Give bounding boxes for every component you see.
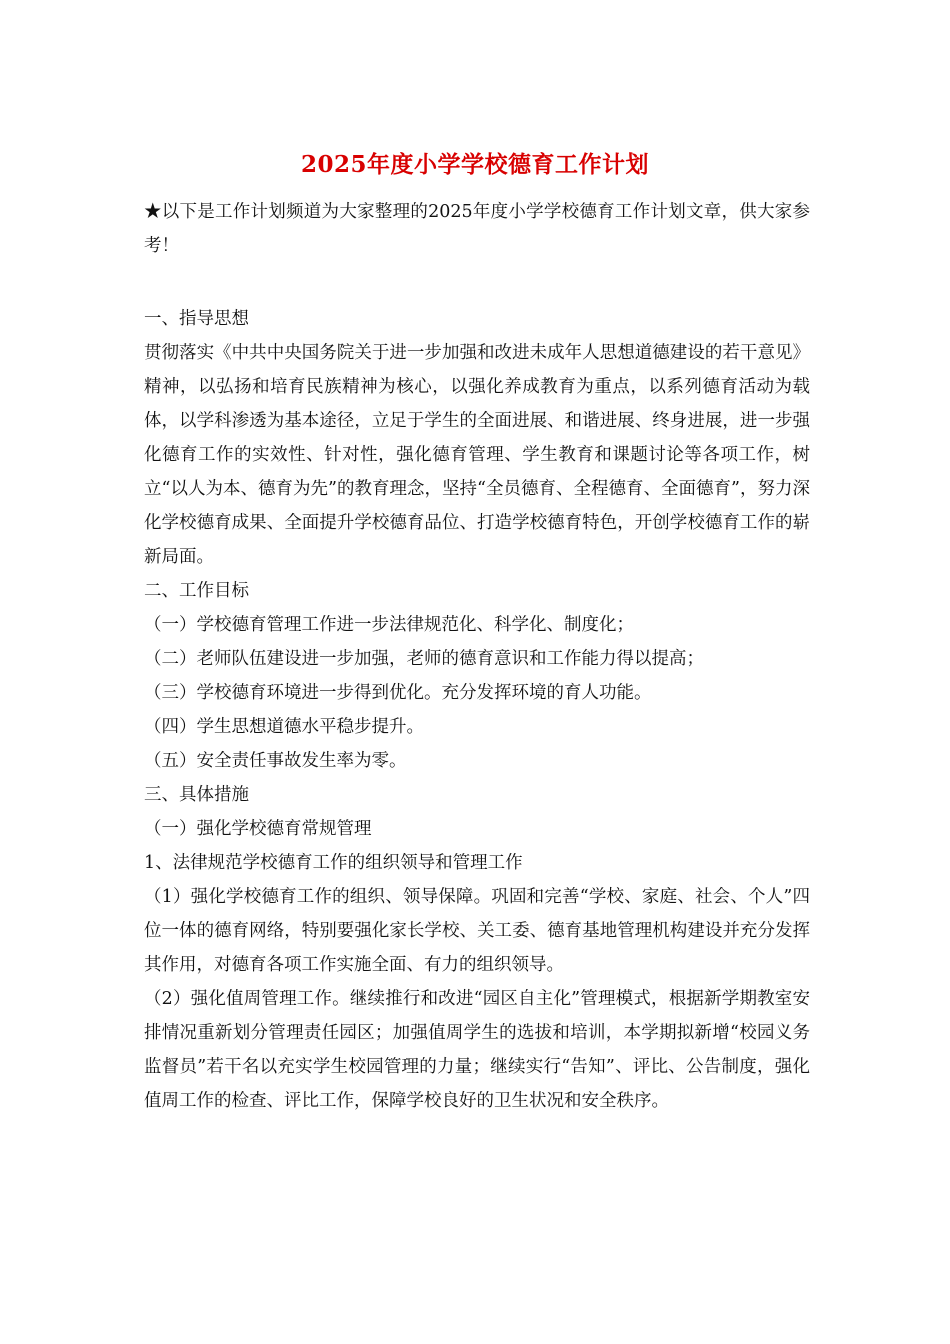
paragraph-measure-2: （2）强化值周管理工作。继续推行和改进“园区自主化”管理模式，根据新学期教室安排情况重新划分管理责任园区；加强值周学生的选拔和培训，本学期拟新增“校园义务监督员”若干名以充实学生校园管理的力量；继续实行“告知”、评比、公告制度，强化值周工作的检查、评比工作，保障学校良好的卫生状况和安全秩序。 [144,989,810,1111]
goal-item-4: （四）学生思想道德水平稳步提升。 [144,717,424,737]
goal-item-1: （一）学校德育管理工作进一步法律规范化、科学化、制度化； [144,615,634,635]
intro-paragraph: ★以下是工作计划频道为大家整理的2025年度小学学校德育工作计划文章，供大家参考！ [144,202,810,256]
goal-item-3: （三）学校德育环境进一步得到优化。充分发挥环境的育人功能。 [144,683,652,703]
document-title: 2025年度小学学校德育工作计划 [300,151,649,178]
section-heading-measures: 三、具体措施 [144,785,249,805]
section-heading-work-goals: 二、工作目标 [144,581,249,601]
paragraph-guiding-thought: 贯彻落实《中共中央国务院关于进一步加强和改进未成年人思想道德建设的若干意见》精神，以弘扬和培育民族精神为核心，以强化养成教育为重点，以系列德育活动为载体，以学科渗透为基本途径，立足于学生的全面进展、和谐进展、终身进展，进一步强化德育工作的实效性、针对性，强化德育管理、学生教育和课题讨论等各项工作，树立“以人为本、德育为先”的教育理念，坚持“全员德育、全程德育、全面德育”，努力深化学校德育成果、全面提升学校德育品位、打造学校德育特色，开创学校德育工作的崭新局面。 [144,343,810,567]
goal-item-5: （五）安全责任事故发生率为零。 [144,751,407,771]
subsection-heading-routine-management: （一）强化学校德育常规管理 [144,819,372,839]
intro-block [144,195,810,263]
subsection-heading-organization: 1、法律规范学校德育工作的组织领导和管理工作 [144,853,523,873]
document-body [144,302,810,1118]
paragraph-measure-1: （1）强化学校德育工作的组织、领导保障。巩固和完善“学校、家庭、社会、个人”四位一体的德育网络，特别要强化家长学校、关工委、德育基地管理机构建设并充分发挥其作用，对德育各项工作实施全面、有力的组织领导。 [144,887,810,975]
goal-item-2: （二）老师队伍建设进一步加强，老师的德育意识和工作能力得以提高； [144,649,704,669]
section-heading-guiding-thought: 一、指导思想 [144,309,249,329]
